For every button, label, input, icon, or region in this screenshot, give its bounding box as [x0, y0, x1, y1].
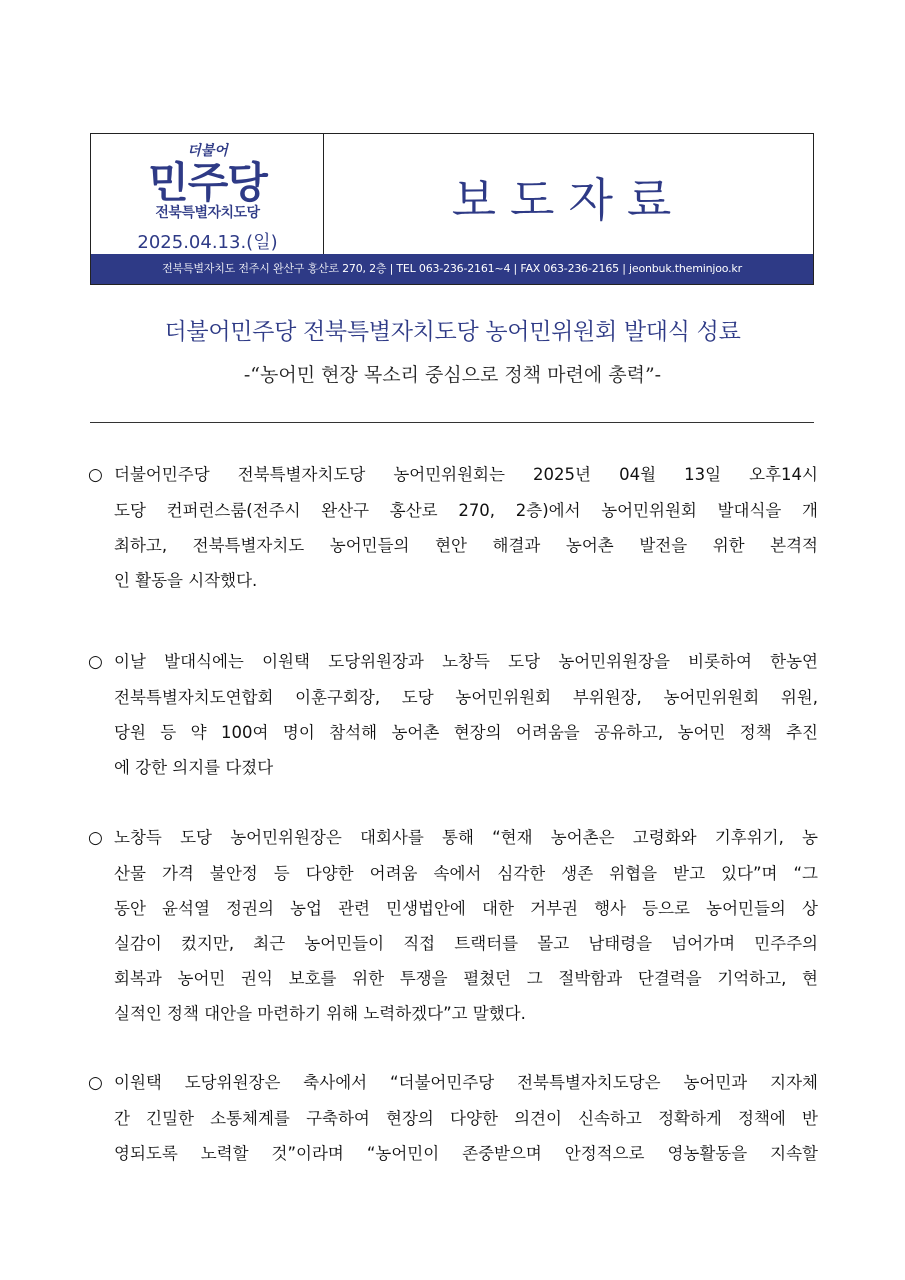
paragraph-line: 동안 윤석열 정권의 농업 관련 민생법안에 대한 거부권 행사 등으로 농어민들의 상 — [114, 899, 818, 918]
paragraph-line: 회복과 농어민 권익 보호를 위한 투쟁을 펼쳤던 그 절박함과 단결력을 기억하고, 현 — [114, 969, 818, 988]
bullet-icon: ○ — [88, 828, 103, 848]
paragraph-line: 실감이 컸지만, 최근 농어민들이 직접 트랙터를 몰고 남태령을 넘어가며 민주주의 — [114, 934, 818, 953]
subheadline: -“농어민 현장 목소리 중심으로 정책 마련에 총력”- — [243, 364, 662, 386]
paragraph-3 — [88, 820, 818, 1031]
logo-branch-text: 전북특별자치도당 — [155, 205, 260, 221]
bullet-icon: ○ — [88, 1073, 103, 1093]
release-date: 2025.04.13.(일) — [137, 232, 278, 253]
headline: 더불어민주당 전북특별자치도당 농어민위원회 발대식 성료 — [164, 319, 741, 345]
press-title: 보도자료 — [451, 173, 686, 227]
paragraph-line: 간 긴밀한 소통체계를 구축하여 현장의 다양한 의견이 신속하고 정확하게 정책에 반 — [114, 1109, 818, 1128]
paragraph-line: 전북특별자치도연합회 이훈구회장, 도당 농어민위원회 부위원장, 농어민위원회 위원, — [114, 688, 818, 707]
paragraph-line: 이원택 도당위원장은 축사에서 “더불어민주당 전북특별자치도당은 농어민과 지자체 — [114, 1073, 818, 1092]
paragraph-line: 이날 발대식에는 이원택 도당위원장과 노창득 도당 농어민위원장을 비롯하여 한농연 — [114, 652, 818, 671]
bullet-icon: ○ — [88, 465, 103, 485]
paragraph-line: 도당 컨퍼런스룸(전주시 완산구 홍산로 270, 2층)에서 농어민위원회 발대식을 개 — [114, 501, 818, 520]
party-logo — [91, 134, 324, 255]
divider — [90, 422, 814, 423]
paragraph-line: 더불어민주당 전북특별자치도당 농어민위원회는 2025년 04월 13일 오후14시 — [114, 465, 818, 484]
paragraph-line: 노창득 도당 농어민위원장은 대회사를 통해 “현재 농어촌은 고령화와 기후위기, 농 — [114, 828, 818, 847]
logo-main-text: 민주당 — [148, 158, 267, 207]
paragraph-line: 인 활동을 시작했다. — [114, 571, 258, 590]
paragraph-line: 에 강한 의지를 다졌다 — [114, 758, 274, 777]
paragraph-line: 실적인 정책 대안을 마련하기 위해 노력하겠다”고 말했다. — [114, 1004, 526, 1023]
contact-info-bar: 전북특별자치도 전주시 완산구 홍산로 270, 2층 | TEL 063-236-2161~4 | FAX 063-236-2165 | jeonbuk.theminjoo.kr — [91, 254, 813, 284]
press-title-cell — [324, 134, 813, 255]
paragraph-1 — [88, 457, 818, 598]
logo-small-text: 더불어 — [187, 143, 228, 159]
paragraph-line: 산물 가격 불안정 등 다양한 어려움 속에서 심각한 생존 위협을 받고 있다”며 “그 — [114, 864, 818, 883]
paragraph-2 — [88, 644, 818, 785]
paragraph-4 — [88, 1065, 818, 1171]
paragraph-line: 영되도록 노력할 것”이라며 “농어민이 존중받으며 안정적으로 영농활동을 지속할 — [114, 1144, 818, 1163]
bullet-icon: ○ — [88, 652, 103, 672]
press-release-header — [90, 133, 814, 285]
paragraph-line: 당원 등 약 100여 명이 참석해 농어촌 현장의 어려움을 공유하고, 농어민 정책 추진 — [114, 723, 818, 742]
paragraph-line: 최하고, 전북특별자치도 농어민들의 현안 해결과 농어촌 발전을 위한 본격적 — [114, 536, 818, 555]
